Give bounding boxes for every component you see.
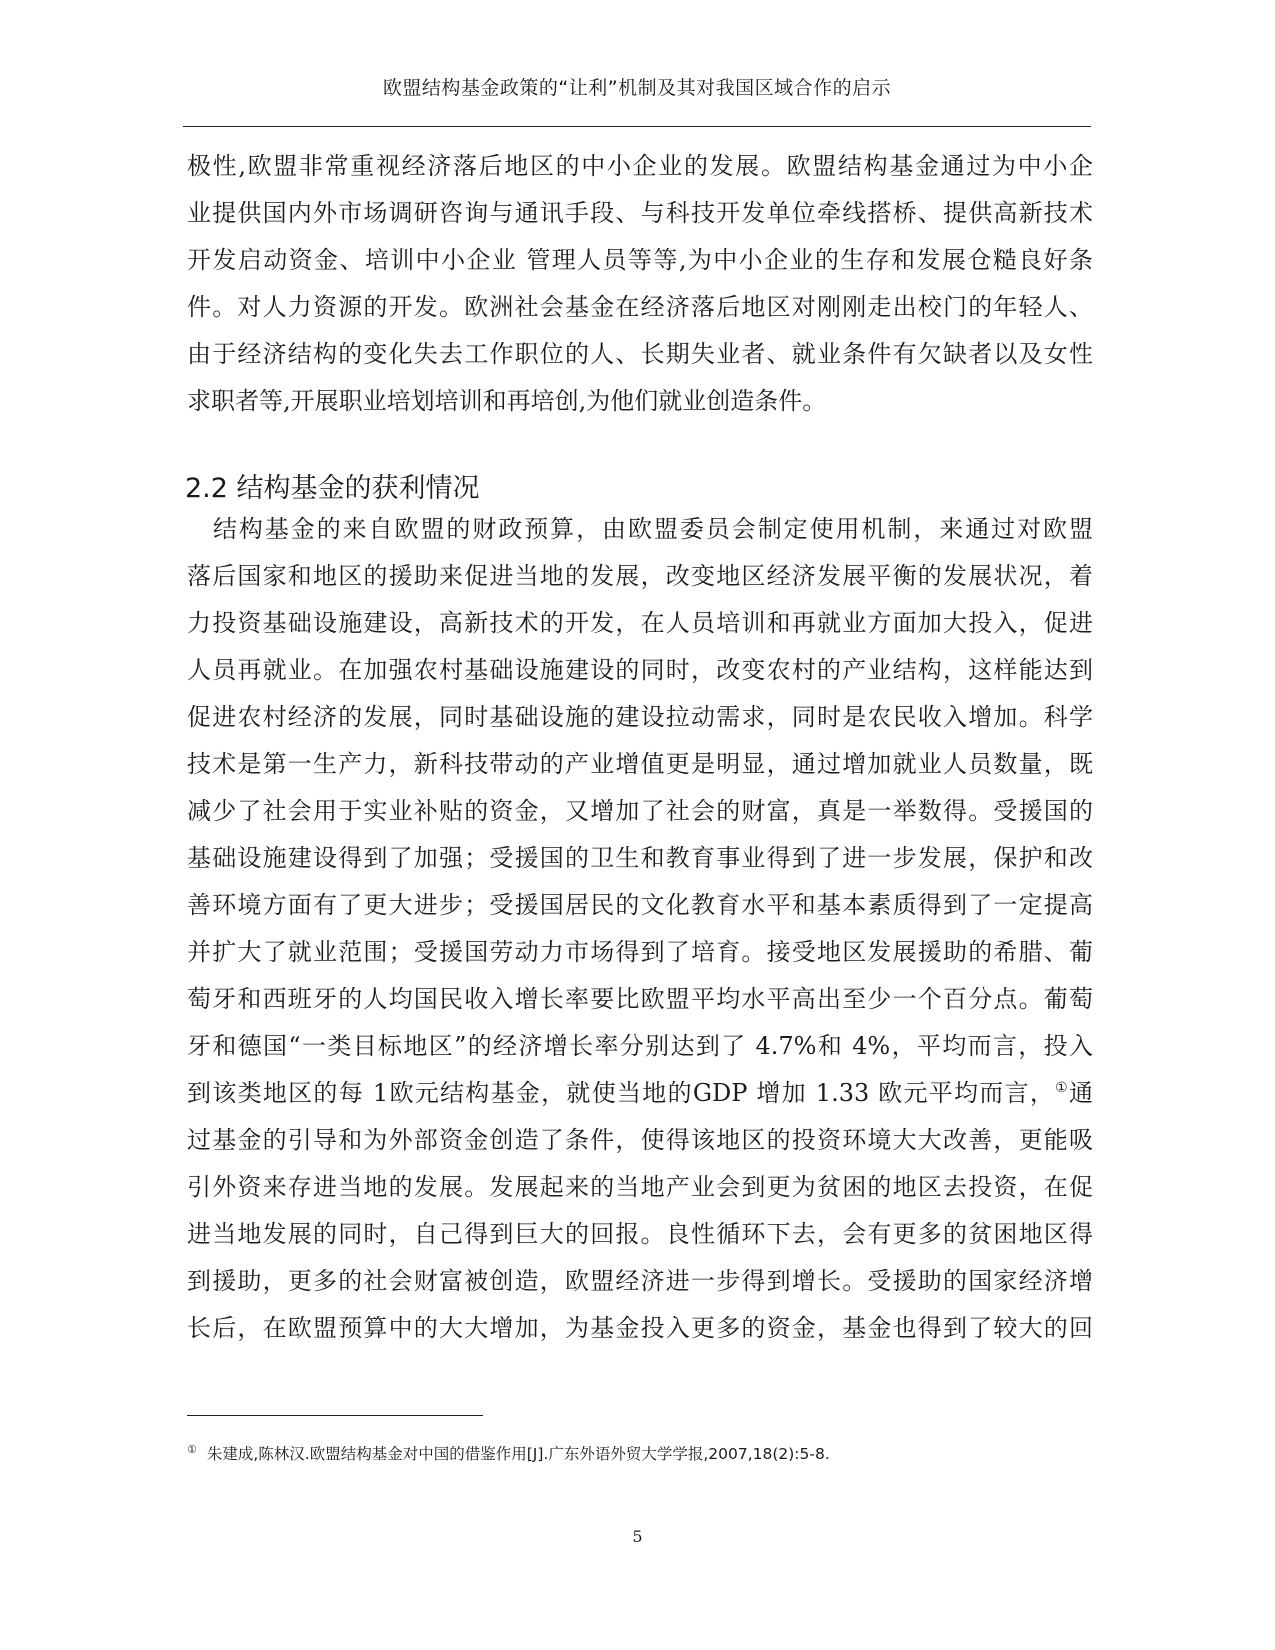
- text-line: 极性,欧盟非常重视经济落后地区的中小企业的发展。欧盟结构基金通过为中小企: [187, 152, 1093, 180]
- text-line: 并扩大了就业范围；受援国劳动力市场得到了培育。接受地区发展援助的希腊、葡: [187, 938, 1093, 966]
- text-line: 技术是第一生产力，新科技带动的产业增值更是明显，通过增加就业人员数量，既: [187, 750, 1093, 778]
- text-line: 业提供国内外市场调研咨询与通讯手段、与科技开发单位牵线搭桥、提供高新技术: [187, 199, 1093, 227]
- page-number: 5: [632, 1527, 643, 1546]
- text-line: 开发启动资金、培训中小企业 管理人员等等,为中小企业的生存和发展仓糙良好条: [187, 246, 1093, 274]
- text-line: 萄牙和西班牙的人均国民收入增长率要比欧盟平均水平高出至少一个百分点。葡萄: [187, 985, 1093, 1013]
- text-line: 件。对人力资源的开发。欧洲社会基金在经济落后地区对刚刚走出校门的年轻人、: [187, 293, 1093, 321]
- footnote-text: 朱建成,陈林汉.欧盟结构基金对中国的借鉴作用[J].广东外语外贸大学学报,2007,18(2):5-8.: [206, 1445, 830, 1463]
- section-heading: 2.2 结构基金的获利情况: [185, 473, 480, 504]
- text-line: 过基金的引导和为外部资金创造了条件，使得该地区的投资环境大大改善，更能吸: [187, 1126, 1093, 1154]
- paragraph-2: [187, 506, 1093, 1352]
- footnote-marker: ①: [187, 1442, 197, 1456]
- text-segment: 到该类地区的每 1欧元结构基金，就使当地的GDP 增加 1.33 欧元平均而言，: [187, 1079, 1056, 1107]
- text-line-with-footnote: [187, 1070, 1093, 1117]
- text-line: 减少了社会用于实业补贴的资金，又增加了社会的财富，真是一举数得。受援国的: [187, 797, 1093, 825]
- text-line: 促进农村经济的发展，同时基础设施的建设拉动需求，同时是农民收入增加。科学: [187, 703, 1093, 731]
- text-line: 引外资来存进当地的发展。发展起来的当地产业会到更为贫困的地区去投资，在促: [187, 1173, 1093, 1201]
- running-header-title: 欧盟结构基金政策的“让利”机制及其对我国区域合作的启示: [382, 77, 892, 99]
- text-line: 牙和德国“一类目标地区”的经济增长率分别达到了 4.7%和 4%，平均而言，投入: [187, 1032, 1093, 1060]
- text-line: 善环境方面有了更大进步；受援国居民的文化教育水平和基本素质得到了一定提高: [187, 891, 1093, 919]
- text-line: 由于经济结构的变化失去工作职位的人、长期失业者、就业条件有欠缺者以及女性: [187, 340, 1093, 368]
- text-line: 进当地发展的同时，自己得到巨大的回报。良性循环下去，会有更多的贫困地区得: [187, 1220, 1093, 1248]
- text-segment: 通: [1068, 1079, 1093, 1107]
- text-line: 结构基金的来自欧盟的财政预算，由欧盟委员会制定使用机制，来通过对欧盟: [187, 515, 1093, 543]
- footnote: [187, 1442, 1093, 1464]
- header-rule: [183, 126, 1091, 127]
- text-line: 人员再就业。在加强农村基础设施建设的同时，改变农村的产业结构，这样能达到: [187, 656, 1093, 684]
- paragraph-1: [187, 143, 1093, 425]
- text-line: 基础设施建设得到了加强；受援国的卫生和教育事业得到了进一步发展，保护和改: [187, 844, 1093, 872]
- text-line: 力投资基础设施建设，高新技术的开发，在人员培训和再就业方面加大投入，促进: [187, 609, 1093, 637]
- footnote-reference[interactable]: ①: [1055, 1080, 1069, 1096]
- text-line: 落后国家和地区的援助来促进当地的发展，改变地区经济发展平衡的发展状况，着: [187, 562, 1093, 590]
- text-line: 长后，在欧盟预算中的大大增加，为基金投入更多的资金，基金也得到了较大的回: [187, 1314, 1093, 1342]
- text-line: 求职者等,开展职业培划培训和再培创,为他们就业创造条件。: [187, 387, 827, 415]
- text-line: 到援助，更多的社会财富被创造，欧盟经济进一步得到增长。受援助的国家经济增: [187, 1267, 1093, 1295]
- footnote-separator: [187, 1415, 483, 1416]
